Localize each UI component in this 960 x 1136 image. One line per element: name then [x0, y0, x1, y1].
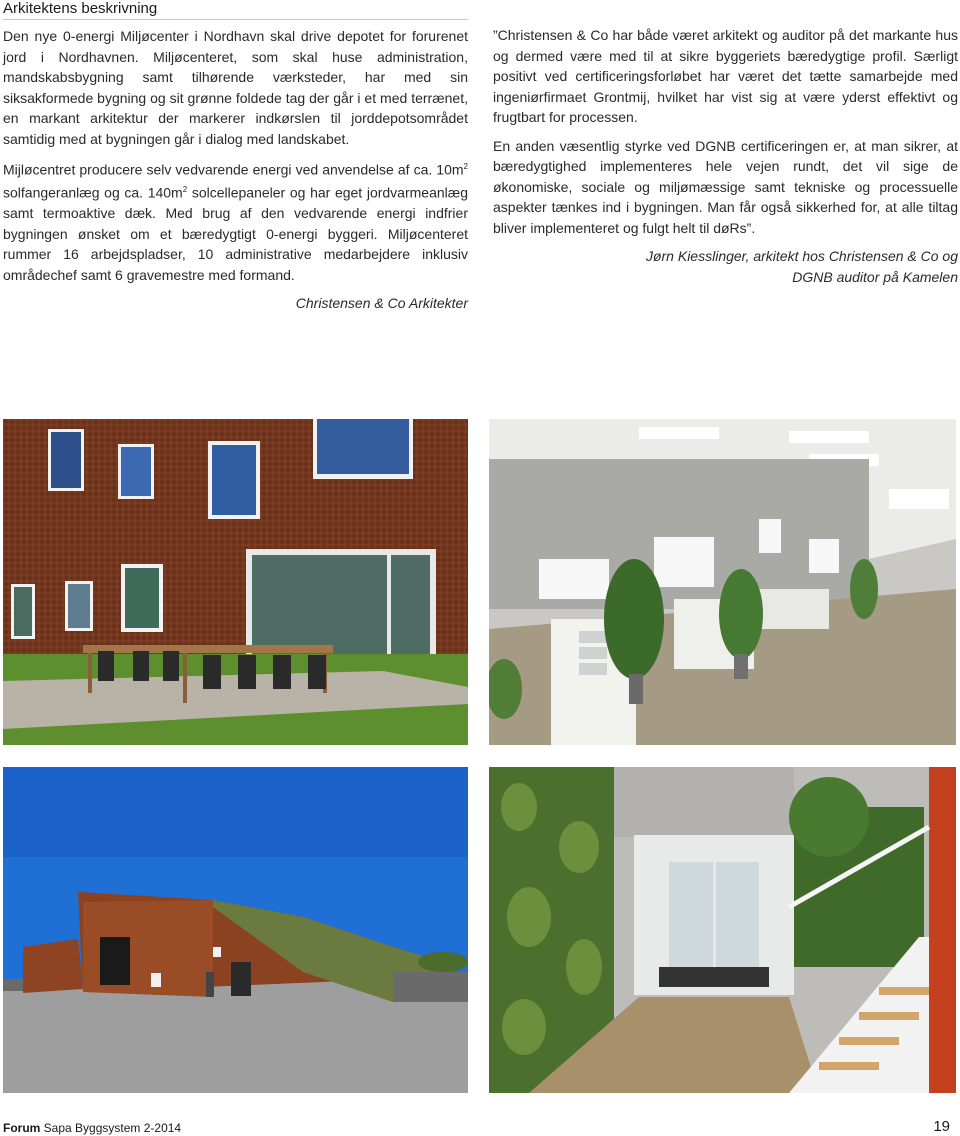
photo-exterior-sky: [3, 767, 468, 1093]
left-paragraph-1: Den nye 0-energi Miljøcenter i Nordhavn skal drive depotet for forurenet jord i Nordhavnen. Miljøcenteret, som skal huse administration, mandskabsbygning samt tilhørende værksteder, har med sin siksakformede bygning og sit grønne foldede tag der går i et med terrænet, en markant arkitektur der markerer indkørslen til jorddepotsområdet samtidig med at bygningen går i dialog med landskabet.: [3, 28, 468, 147]
right-signature-line-1: Jørn Kiesslinger, arkitekt hos Christensen & Co og: [645, 248, 958, 264]
right-paragraph-1: ”Christensen & Co har både været arkitekt og auditor på det markante hus og dermed være med til at sikre byggeriets bæredygtige profil. Særligt positivt ved certificeringsforløbet har været det tætte samarbejde med ingeniørfirmaet Grontmij, hvilket har vist sig at være yderst effektivt og frugtbart for processen.: [493, 27, 958, 125]
right-column: [493, 25, 958, 287]
photo-entrance-green-wall: [489, 767, 956, 1093]
footer-publication: Forum Sapa Byggsystem 2-2014: [3, 1121, 182, 1135]
photo-facade-terrace: [3, 419, 468, 745]
photo-office-interior: [489, 419, 956, 745]
right-signature-line-2: DGNB auditor på Kamelen: [792, 268, 958, 285]
left-paragraph-2: Mijløcentret producere selv vedvarende energi ved anvendelse af ca. $10m^2$ solfangeranlæg og ca. $140m^2$ solcellepaneler og har eget jordvarmeanlæg samt termoaktive dæk. Med brug af den vedvarende energi indfrier bygningen ønsket om et bæredygtigt 0-energi byggeri. Miljøcenteret rummer 16 arbejdspladser, 10 administrative medarbejdere inklusiv områdechef samt 6 gravemestre med formand.: [3, 161, 468, 283]
right-paragraph-2: En anden væsentlig styrke ved DGNB certificeringen er, at man sikrer, at bæredygtighed implementeres hele vejen rundt, det vil sige de økonomiske, sociale og miljømæssige samt tekniske og processuelle aspekter tænkes ind i bygningen. Man får også sikkerhed for, at alle tiltag bliver implementeret og fulgt helt til døRs”.: [493, 137, 958, 236]
left-column: [3, 0, 468, 314]
section-heading: Arkitektens beskrivning: [3, 0, 468, 20]
footer-page-number: 19: [933, 1118, 950, 1135]
left-signature: Christensen & Co Arkitekter: [295, 295, 468, 312]
